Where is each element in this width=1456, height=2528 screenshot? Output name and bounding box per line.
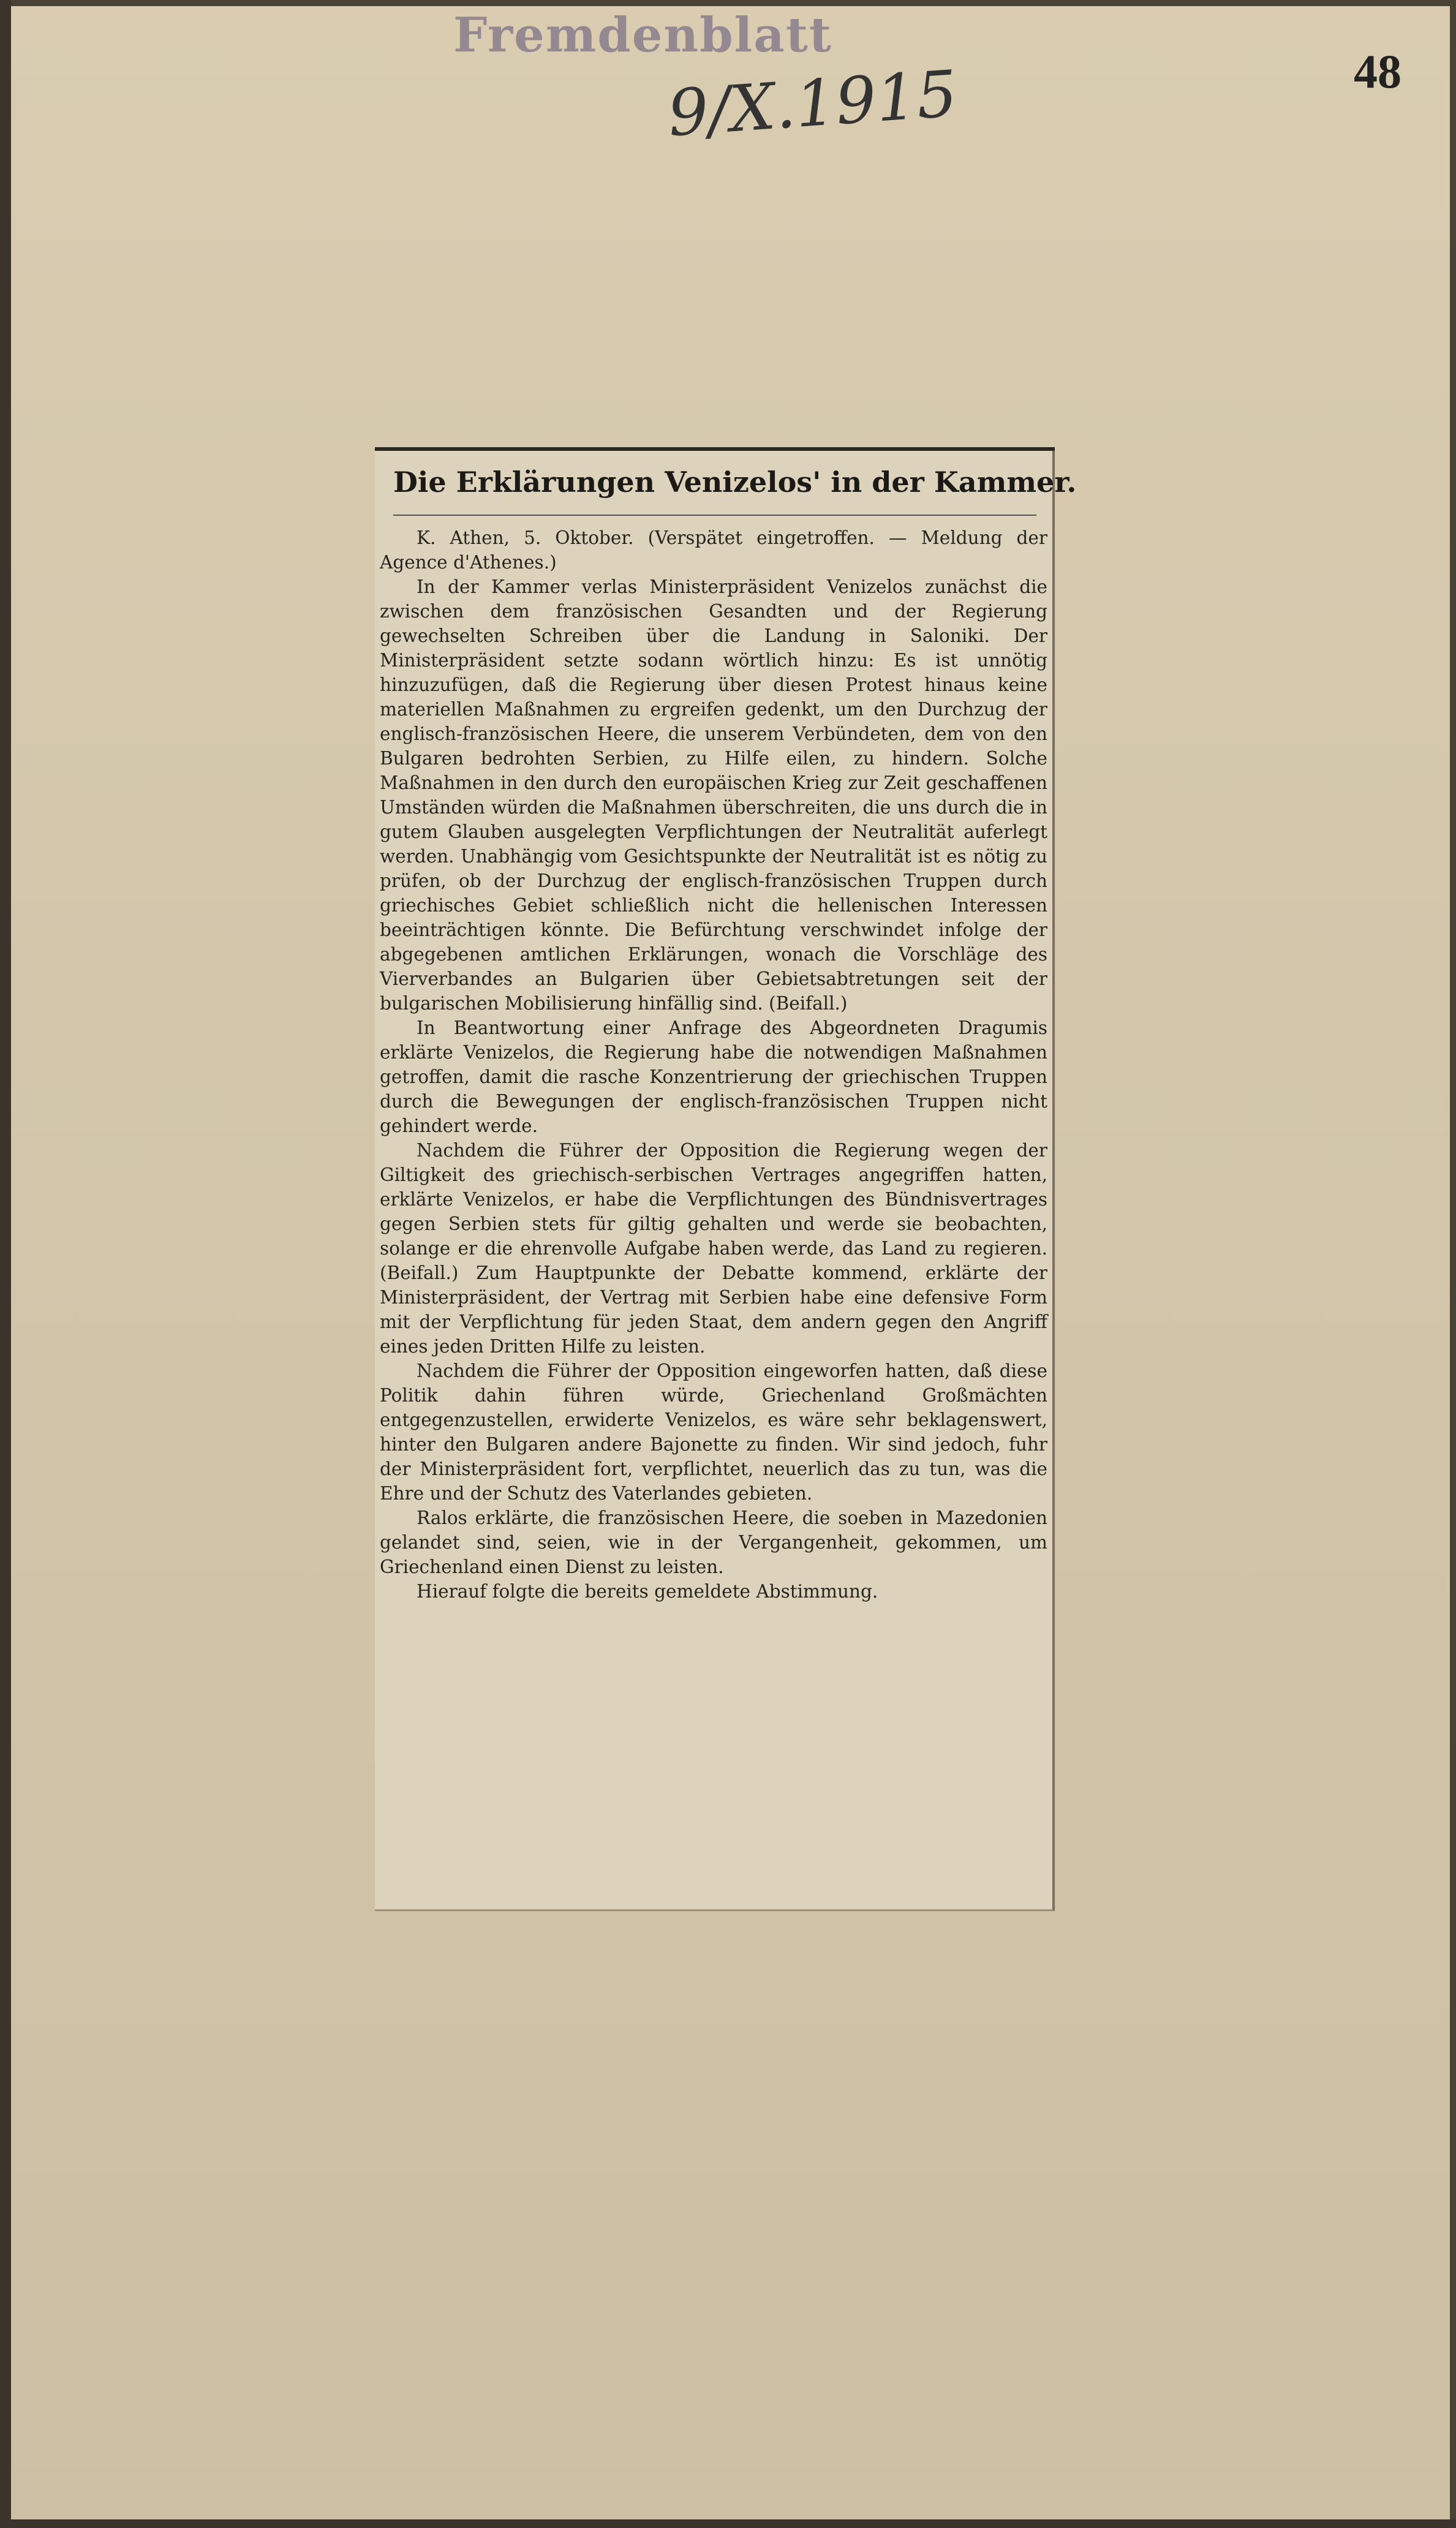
scan-edge-left bbox=[0, 0, 11, 2528]
article-paragraph: Hierauf folgte die bereits gemeldete Abstimmung. bbox=[417, 1581, 878, 1602]
newspaper-stamp: Fremdenblatt bbox=[453, 7, 832, 63]
scan-edge-top bbox=[0, 0, 1456, 6]
article-paragraph: Ralos erklärte, die französischen Heere, die soeben in Mazedonien gelandet sind, seien, wie in der Vergangenheit, gekommen, um Griechenland einen Dienst zu leisten. bbox=[380, 1507, 1047, 1577]
article-body bbox=[380, 526, 1047, 1604]
newspaper-clipping bbox=[375, 447, 1077, 1911]
article-paragraph: K. Athen, 5. Oktober. (Verspätet eingetroffen. — Meldung der Agence d'Athenes.) bbox=[380, 527, 1047, 573]
headline-rule bbox=[393, 515, 1036, 516]
article-paragraph: Nachdem die Führer der Opposition eingeworfen hatten, daß diese Politik dahin führen würde, Griechenland Großmächten entgegenzustellen, erwiderte Venizelos, es wäre sehr beklagenswert, hinter den Bulgaren andere Bajonette zu finden. Wir sind jedoch, fuhr der Ministerpräsident fort, verpflichtet, neuerlich das zu tun, was die Ehre und der Schutz des Vaterlandes gebieten. bbox=[380, 1360, 1047, 1504]
article-paragraph: In der Kammer verlas Ministerpräsident Venizelos zunächst die zwischen dem französischen Gesandten und der Regierung gewechselten Schreiben über die Landung in Saloniki. Der Ministerpräsident setzte sodann wörtlich hinzu: Es ist unnötig hinzuzufügen, daß die Regierung über diesen Protest hinaus keine materiellen Maßnahmen zu ergreifen gedenkt, um den Durchzug der englisch-französischen Heere, die unserem Verbündeten, dem von den Bulgaren bedrohten Serbien, zu Hilfe eilen, zu hindern. Solche Maßnahmen in den durch den europäischen Krieg zur Zeit geschaffenen Umständen würden die Maßnahmen überschreiten, die uns durch die in gutem Glauben ausgelegten Verpflichtungen der Neutralität auferlegt werden. Unabhängig vom Gesichtspunkte der Neutralität ist es nötig zu prüfen, ob der Durchzug der englisch-französischen Truppen durch griechisches Gebiet schließlich nicht die hellenischen Interessen beeinträchtigen könnte. Die Befürchtung verschwindet infolge der abgegebenen amtlichen Erklärungen, wonach die Vorschläge des Vierverbandes an Bulgarien über Gebietsabtretungen seit der bulgarischen Mobilisierung hinfällig sind. (Beifall.) bbox=[380, 576, 1047, 1014]
scan-edge-bottom bbox=[0, 2519, 1456, 2528]
clipping-top-rule bbox=[375, 447, 1055, 451]
article-headline: Die Erklärungen Venizelos' in der Kammer. bbox=[393, 466, 1077, 499]
article-paragraph: Nachdem die Führer der Opposition die Regierung wegen der Giltigkeit des griechisch-serbischen Vertrages angegriffen hatten, erklärte Venizelos, er habe die Verpflichtungen des Bündnisvertrages gegen Serbien stets für giltig gehalten und werde sie beobachten, solange er die ehrenvolle Aufgabe haben werde, das Land zu regieren. (Beifall.) Zum Hauptpunkte der Debatte kommend, erklärte der Ministerpräsident, der Vertrag mit Serbien habe eine defensive Form mit der Verpflichtung für jeden Staat, dem andern gegen den Angriff eines jeden Dritten Hilfe zu leisten. bbox=[380, 1140, 1047, 1357]
article-paragraph: In Beantwortung einer Anfrage des Abgeordneten Dragumis erklärte Venizelos, die Regierung habe die notwendigen Maßnahmen getroffen, damit die rasche Konzentrierung der griechischen Truppen durch die Bewegungen der englisch-französischen Truppen nicht gehindert werde. bbox=[380, 1017, 1047, 1136]
scan-edge-right bbox=[1450, 0, 1456, 2528]
page-number: 48 bbox=[1354, 45, 1401, 98]
handwritten-date: 9/X.1915 bbox=[665, 56, 960, 151]
